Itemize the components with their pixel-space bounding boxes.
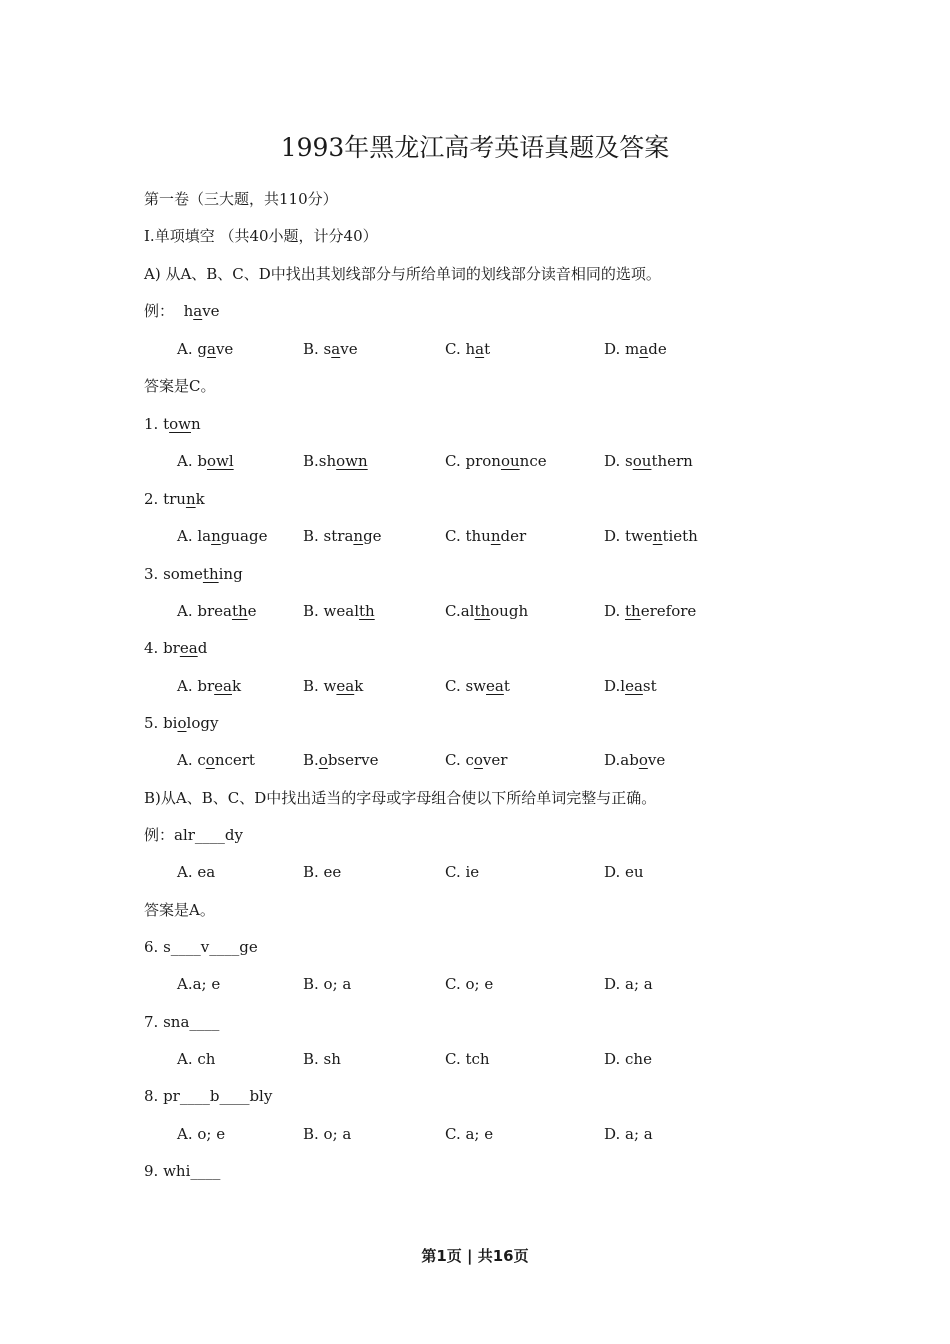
option-b: B.shown bbox=[303, 452, 368, 470]
option-d: D. therefore bbox=[604, 602, 697, 620]
option-c: C. a; e bbox=[445, 1125, 494, 1143]
option-b: B. weak bbox=[303, 677, 364, 695]
option-b: B. o; a bbox=[303, 975, 352, 993]
option-b: B.observe bbox=[303, 751, 379, 769]
question-5: 5. biology bbox=[144, 714, 219, 732]
option-a: A. concert bbox=[177, 751, 255, 769]
option-b: B. ee bbox=[303, 863, 342, 881]
option-d: D. made bbox=[604, 340, 667, 358]
option-b: B. save bbox=[303, 340, 358, 358]
example-a: 例： have bbox=[144, 302, 220, 320]
option-c: C. thunder bbox=[445, 527, 527, 545]
option-c: C. sweat bbox=[445, 677, 510, 695]
question-2: 2. trunk bbox=[144, 490, 205, 508]
option-c: C. hat bbox=[445, 340, 491, 358]
part-heading: 第一卷（三大题，共110分） bbox=[144, 190, 338, 208]
question-1: 1. town bbox=[144, 415, 201, 433]
option-b: B. strange bbox=[303, 527, 382, 545]
option-a: A. language bbox=[177, 527, 268, 545]
answer-a: 答案是C。 bbox=[144, 377, 216, 395]
option-a: A. gave bbox=[177, 340, 234, 358]
option-d: D. eu bbox=[604, 863, 644, 881]
page-title: 1993年黑龙江高考英语真题及答案 bbox=[280, 133, 670, 162]
option-d: D. a; a bbox=[604, 1125, 653, 1143]
part-a-instruction: A) 从A、B、C、D中找出其划线部分与所给单词的划线部分读音相同的选项。 bbox=[144, 265, 661, 283]
option-c: C. pronounce bbox=[445, 452, 547, 470]
option-b: B. sh bbox=[303, 1050, 341, 1068]
option-d: D.above bbox=[604, 751, 666, 769]
option-c: C.although bbox=[445, 602, 529, 620]
option-d: D. twentieth bbox=[604, 527, 698, 545]
option-a: A. breathe bbox=[177, 602, 257, 620]
option-a: A. ch bbox=[177, 1050, 216, 1068]
answer-b: 答案是A。 bbox=[144, 901, 215, 919]
question-8: 8. pr____b____bly bbox=[144, 1087, 273, 1105]
part-b-instruction: B)从A、B、C、D中找出适当的字母或字母组合使以下所给单词完整与正确。 bbox=[144, 789, 657, 807]
option-a: A. break bbox=[177, 677, 242, 695]
option-c: C. o; e bbox=[445, 975, 494, 993]
option-d: D. che bbox=[604, 1050, 652, 1068]
example-b: 例：alr____dy bbox=[144, 826, 243, 844]
option-a: A. o; e bbox=[177, 1125, 226, 1143]
option-d: D. a; a bbox=[604, 975, 653, 993]
question-4: 4. bread bbox=[144, 639, 208, 657]
question-3: 3. something bbox=[144, 565, 243, 583]
option-c: C. cover bbox=[445, 751, 508, 769]
option-c: C. tch bbox=[445, 1050, 490, 1068]
page-footer: 第1页 | 共16页 bbox=[421, 1247, 529, 1265]
option-b: B. o; a bbox=[303, 1125, 352, 1143]
question-6: 6. s____v____ge bbox=[144, 938, 258, 956]
option-a: A.a; e bbox=[177, 975, 221, 993]
option-b: B. wealth bbox=[303, 602, 375, 620]
question-7: 7. sna____ bbox=[144, 1013, 220, 1031]
question-9: 9. whi____ bbox=[144, 1162, 221, 1180]
option-c: C. ie bbox=[445, 863, 480, 881]
section-heading: Ⅰ.单项填空 （共40小题，计分40） bbox=[144, 227, 378, 245]
option-d: D. southern bbox=[604, 452, 693, 470]
option-a: A. bowl bbox=[177, 452, 234, 470]
option-d: D.least bbox=[604, 677, 657, 695]
option-a: A. ea bbox=[177, 863, 216, 881]
